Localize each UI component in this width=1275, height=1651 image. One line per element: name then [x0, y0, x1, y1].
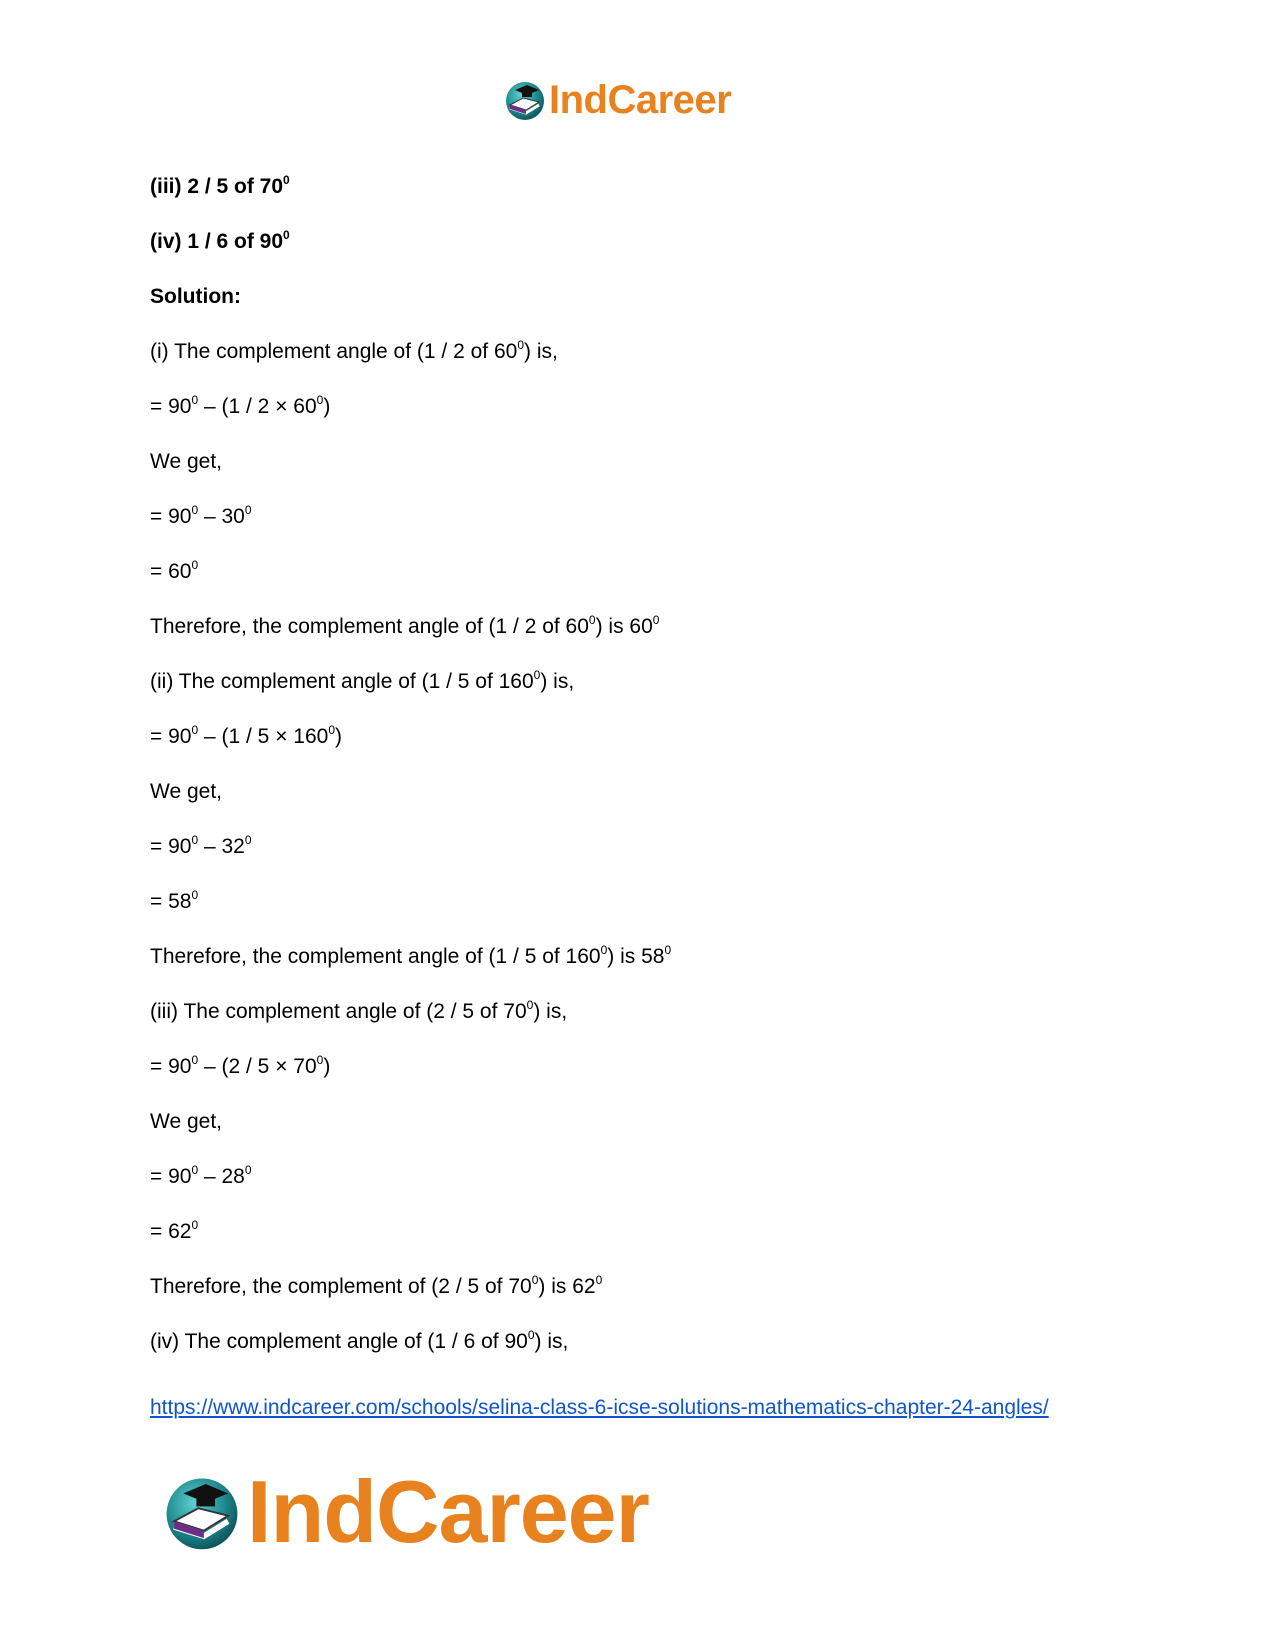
solution-lines: [150, 337, 1130, 1357]
degree-superscript: 0: [316, 1053, 324, 1067]
degree-superscript: 0: [588, 613, 596, 627]
solution-line: [150, 777, 1130, 807]
line-text: (iii) The complement angle of (2 / 5 of 70: [150, 1000, 527, 1023]
solution-line: [150, 942, 1130, 972]
solution-line: [150, 557, 1130, 587]
line-text: ): [323, 1055, 331, 1078]
degree-superscript: 0: [664, 943, 672, 957]
brand-wordmark: IndCareer: [247, 1462, 649, 1561]
line-text: = 90: [150, 835, 192, 858]
degree-superscript: 0: [526, 998, 534, 1012]
line-text: = 58: [150, 890, 192, 913]
source-link[interactable]: https://www.indcareer.com/schools/selina-class-6-icse-solutions-mathematics-chapter-24-angles/: [150, 1396, 1049, 1419]
footer-logo: [161, 1462, 649, 1561]
line-text: Therefore, the complement angle of (1 / 2 of 60: [150, 615, 589, 638]
line-text: – (1 / 2 × 60: [198, 395, 317, 418]
solution-line: [150, 1052, 1130, 1082]
line-text: = 90: [150, 395, 192, 418]
solution-line: [150, 1272, 1130, 1302]
line-text: = 90: [150, 505, 192, 528]
degree-superscript: 0: [328, 723, 336, 737]
header-logo: [503, 78, 731, 122]
line-text: (i) The complement angle of (1 / 2 of 60: [150, 340, 518, 363]
degree-superscript: 0: [191, 888, 199, 902]
line-text: ) is,: [524, 340, 558, 363]
solution-heading: Solution:: [150, 285, 241, 308]
line-text: We get,: [150, 780, 222, 803]
line-text: – 32: [198, 835, 245, 858]
book-globe-icon: [503, 78, 547, 122]
line-text: ) is 60: [595, 615, 653, 638]
degree-superscript: 0: [191, 1218, 199, 1232]
solution-line: [150, 667, 1130, 697]
line-text: Therefore, the complement angle of (1 / 5 of 160: [150, 945, 601, 968]
solution-line: [150, 832, 1130, 862]
solution-line: [150, 392, 1130, 422]
degree-superscript: 0: [191, 503, 199, 517]
degree-superscript: 0: [244, 833, 252, 847]
solution-line: [150, 887, 1130, 917]
document-body: [150, 172, 1130, 1382]
degree-superscript: 0: [652, 613, 660, 627]
line-text: = 90: [150, 1055, 192, 1078]
question-part-iv: (iv) 1 / 6 of $90^0$: [150, 228, 290, 253]
line-text: ): [335, 725, 343, 748]
line-text: ) is,: [540, 670, 575, 693]
solution-line: [150, 337, 1130, 367]
degree-superscript: 0: [244, 503, 252, 517]
degree-superscript: 0: [517, 338, 524, 352]
degree-superscript: 0: [191, 1053, 199, 1067]
line-text: – (2 / 5 × 70: [198, 1055, 317, 1078]
line-text: – 28: [198, 1165, 245, 1188]
line-text: We get,: [150, 450, 222, 473]
line-text: Therefore, the complement of (2 / 5 of 70: [150, 1275, 532, 1298]
degree-superscript: 0: [600, 943, 608, 957]
solution-line: [150, 722, 1130, 752]
line-text: – 30: [198, 505, 245, 528]
line-text: = 60: [150, 560, 192, 583]
solution-line: [150, 1217, 1130, 1247]
line-text: = 62: [150, 1220, 192, 1243]
degree-superscript: 0: [191, 723, 199, 737]
solution-line: [150, 612, 1130, 642]
degree-superscript: 0: [531, 1273, 539, 1287]
solution-line: [150, 502, 1130, 532]
line-text: = 90: [150, 725, 192, 748]
line-text: ) is 62: [538, 1275, 596, 1298]
degree-superscript: 0: [244, 1163, 252, 1177]
line-text: ) is,: [533, 1000, 568, 1023]
degree-superscript: 0: [527, 1328, 535, 1342]
line-text: (iv) The complement angle of (1 / 6 of 90: [150, 1330, 528, 1353]
line-text: ) is,: [534, 1330, 569, 1353]
degree-superscript: 0: [191, 393, 199, 407]
line-text: = 90: [150, 1165, 192, 1188]
line-text: ) is 58: [607, 945, 665, 968]
degree-superscript: 0: [191, 833, 199, 847]
solution-line: [150, 1327, 1130, 1357]
brand-wordmark: IndCareer: [549, 78, 732, 122]
degree-superscript: 0: [191, 1163, 199, 1177]
solution-line: [150, 447, 1130, 477]
line-text: We get,: [150, 1110, 222, 1133]
degree-superscript: 0: [595, 1273, 603, 1287]
line-text: ): [323, 395, 331, 418]
degree-superscript: 0: [533, 668, 541, 682]
degree-superscript: 0: [316, 393, 324, 407]
book-globe-icon: [161, 1471, 243, 1553]
solution-line: [150, 997, 1130, 1027]
line-text: – (1 / 5 × 160: [198, 725, 329, 748]
question-part-iii: (iii) 2 / 5 of $70^0$: [150, 173, 290, 198]
line-text: (ii) The complement angle of (1 / 5 of 160: [150, 670, 534, 693]
solution-line: [150, 1162, 1130, 1192]
degree-superscript: 0: [191, 558, 199, 572]
solution-line: [150, 1107, 1130, 1137]
